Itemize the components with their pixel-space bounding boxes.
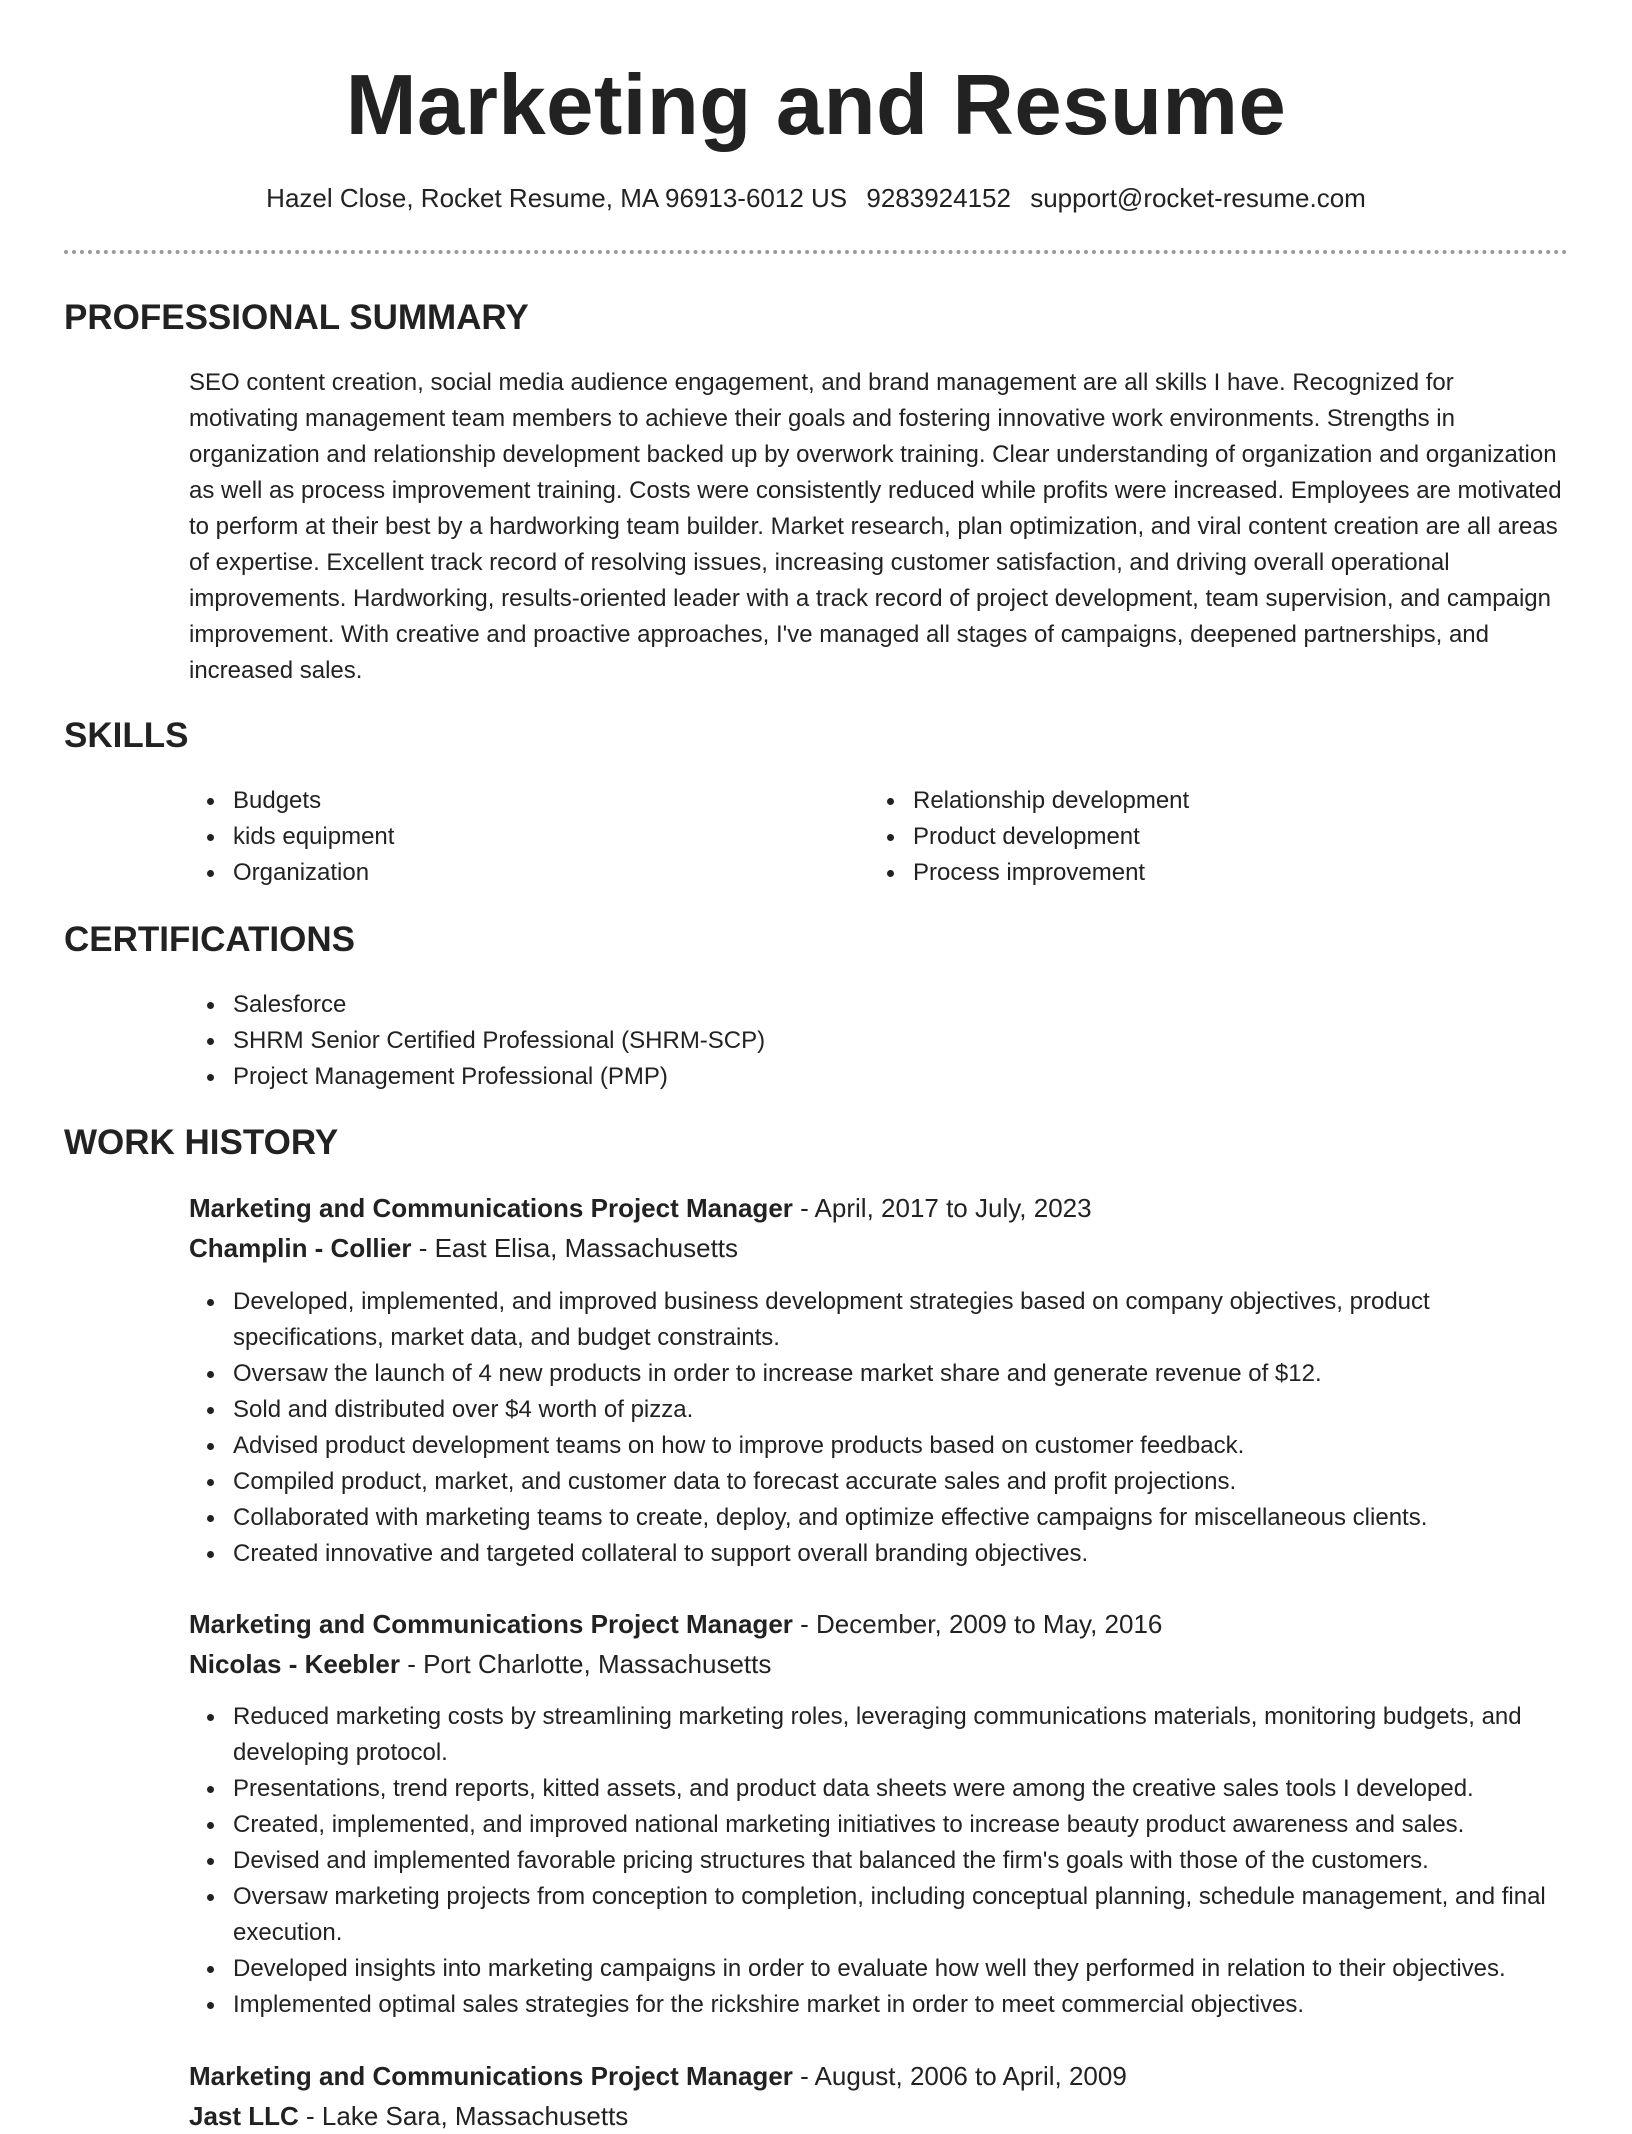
job-bullet: Collaborated with marketing teams to create, deploy, and optimize effective campaigns for miscellaneous clients. xyxy=(233,1500,1569,1536)
job-bullet: Reduced marketing costs by streamlining marketing roles, leveraging communications materials, monitoring budgets, and developing protocol. xyxy=(233,1699,1569,1771)
job-bullet: Presentations, trend reports, kitted assets, and product data sheets were among the creative sales tools I developed. xyxy=(233,1771,1569,1807)
job-role: Marketing and Communications Project Manager xyxy=(189,1193,793,1223)
skills-list-right xyxy=(869,783,1569,891)
job-location: - East Elisa, Massachusetts xyxy=(411,1233,739,1263)
job-bullet: Devised and implemented favorable pricing structures that balanced the firm's goals with those of the customers. xyxy=(233,1843,1569,1879)
job-bullet: Developed, implemented, and improved business development strategies based on company objectives, product specifications, market data, and budget constraints. xyxy=(233,1284,1569,1356)
resume-header xyxy=(0,0,1632,156)
contact-line xyxy=(0,180,1632,216)
skill-item: Budgets xyxy=(233,783,829,819)
skills-right-column xyxy=(869,783,1569,891)
header-divider xyxy=(64,250,1568,254)
section-title-summary: PROFESSIONAL SUMMARY xyxy=(64,298,529,337)
certifications-list xyxy=(189,987,1569,1095)
job-bullet: Oversaw marketing projects from conception to completion, including conceptual planning, schedule management, and final execution. xyxy=(233,1879,1569,1951)
job-role: Marketing and Communications Project Manager xyxy=(189,2061,793,2091)
skill-item: Relationship development xyxy=(913,783,1569,819)
job-dates: - April, 2017 to July, 2023 xyxy=(792,1193,1092,1223)
job-company: Jast LLC xyxy=(189,2101,299,2131)
certifications-block xyxy=(189,987,1569,1095)
job-bullet: Developed insights into marketing campaigns in order to evaluate how well they performed in relation to their objectives. xyxy=(233,1951,1569,1987)
job-bullet: Oversaw the launch of 4 new products in order to increase market share and generate revenue of $12. xyxy=(233,1356,1569,1392)
skill-item: Process improvement xyxy=(913,855,1569,891)
skills-left-column xyxy=(189,783,829,891)
certification-item: SHRM Senior Certified Professional (SHRM-SCP) xyxy=(233,1023,1569,1059)
job-bullet: Sold and distributed over $4 worth of pizza. xyxy=(233,1392,1569,1428)
job-bullet: Created innovative and targeted collateral to support overall branding objectives. xyxy=(233,1536,1569,1572)
job-company: Nicolas - Keebler xyxy=(189,1649,400,1679)
job-title-line xyxy=(189,1606,1569,1642)
job-location: - Port Charlotte, Massachusetts xyxy=(399,1649,772,1679)
job-company: Champlin - Collier xyxy=(189,1233,412,1263)
job-location: - Lake Sara, Massachusetts xyxy=(298,2101,629,2131)
skill-item: kids equipment xyxy=(233,819,829,855)
job-role: Marketing and Communications Project Manager xyxy=(189,1609,793,1639)
certification-item: Salesforce xyxy=(233,987,1569,1023)
skill-item: Organization xyxy=(233,855,829,891)
job-bullet: Created, implemented, and improved national marketing initiatives to increase beauty product awareness and sales. xyxy=(233,1807,1569,1843)
resume-name: Marketing and Resume xyxy=(345,58,1287,153)
section-title-certifications: CERTIFICATIONS xyxy=(64,920,356,959)
job-bullets-block xyxy=(189,1699,1569,2023)
section-title-work-history: WORK HISTORY xyxy=(64,1123,339,1162)
job-bullets xyxy=(189,1284,1569,1572)
job-bullets xyxy=(189,1699,1569,2023)
job-bullet: Advised product development teams on how to improve products based on customer feedback. xyxy=(233,1428,1569,1464)
contact-phone: 9283924152 xyxy=(866,183,1011,213)
certification-item: Project Management Professional (PMP) xyxy=(233,1059,1569,1095)
job-company-line xyxy=(189,1230,1569,1266)
job-bullets-block xyxy=(189,1284,1569,1572)
job-dates: - December, 2009 to May, 2016 xyxy=(792,1609,1163,1639)
summary-text: SEO content creation, social media audience engagement, and brand management are all skills I have. Recognized for motivating management team members to achieve their goals and fostering innovative work environments. Strengths in organization and relationship development backed up by overwork training. Clear understanding of organization and organization as well as process improvement training. Costs were consistently reduced while profits were increased. Employees are motivated to perform at their best by a hardworking team builder. Market research, plan optimization, and viral content creation are all areas of expertise. Excellent track record of resolving issues, increasing customer satisfaction, and driving overall operational improvements. Hardworking, results-oriented leader with a track record of project development, team supervision, and campaign improvement. With creative and proactive approaches, I've managed all stages of campaigns, deepened partnerships, and increased sales. xyxy=(189,369,1562,684)
contact-email: support@rocket-resume.com xyxy=(1030,183,1366,213)
job-title-line xyxy=(189,2058,1569,2094)
section-title-skills: SKILLS xyxy=(64,716,189,755)
job-title-line xyxy=(189,1190,1569,1226)
skill-item: Product development xyxy=(913,819,1569,855)
job-bullet: Compiled product, market, and customer data to forecast accurate sales and profit projections. xyxy=(233,1464,1569,1500)
job-company-line xyxy=(189,2098,1569,2134)
job-dates: - August, 2006 to April, 2009 xyxy=(792,2061,1127,2091)
contact-address: Hazel Close, Rocket Resume, MA 96913-6012 US xyxy=(266,183,848,213)
job-bullet: Implemented optimal sales strategies for the rickshire market in order to meet commercial objectives. xyxy=(233,1987,1569,2023)
job-company-line xyxy=(189,1646,1569,1682)
skills-list-left xyxy=(189,783,829,891)
